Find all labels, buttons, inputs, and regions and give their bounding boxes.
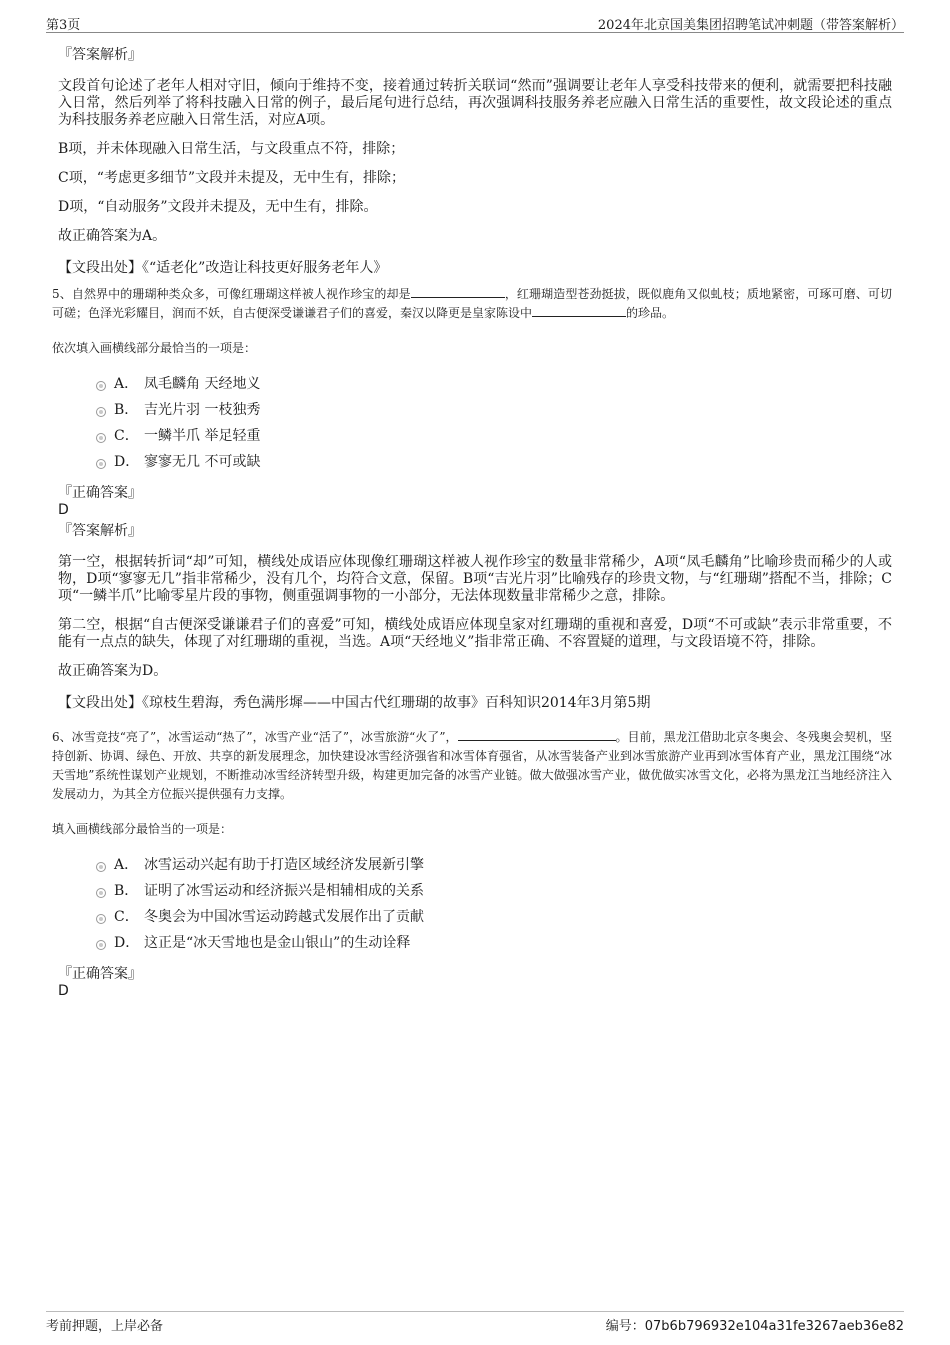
q5-source: 【文段出处】《琼枝生碧海，秀色满彤墀——中国古代红珊瑚的故事》百科知识2014年3月第5期 [58,695,651,711]
q6-option-a[interactable] [96,852,892,878]
q4-source: 【文段出处】《“适老化”改造让科技更好服务老年人》 [58,260,388,276]
q6-blank [458,728,616,741]
q5-option-d[interactable] [96,449,892,475]
q4-analysis-paragraph: B项，并未体现融入日常生活，与文段重点不符，排除； [58,141,405,157]
document-code-label: 编号： [605,1319,645,1334]
q5-stem-part: ，红珊瑚造型苍劲挺拔，既似鹿角又似虬枝；质地紧密，可琢可磨、可切可磋；色泽光彩耀目，润而不妖，自古便深受谦谦君子们的喜爱，秦汉以降更是皇家陈设中 [52,287,892,320]
q6-stem-part: 6、冰雪竞技“亮了”，冰雪运动“热了”，冰雪产业“活了”，冰雪旅游“火了”， [52,730,458,744]
q5-answer-tag: 『正确答案』 [58,485,142,501]
q6-prompt: 填入画横线部分最恰当的一项是： [52,822,233,836]
option-text: 寥寥无几 不可或缺 [144,454,261,470]
option-text: 证明了冰雪运动和经济振兴是相辅相成的关系 [144,883,424,899]
q4-analysis-tag: 『答案解析』 [58,47,142,63]
q6-stem [52,728,892,804]
option-letter: C． [114,909,139,925]
q4-analysis-paragraph: D项，“自动服务”文段并未提及，无中生有，排除。 [58,199,378,215]
q6-stem-part: 。目前，黑龙江借助北京冬奥会、冬残奥会契机，坚持创新、协调、绿色、开放、共享的新发展理念，加快建设冰雪经济强省和冰雪体育强省，从冰雪装备产业到冰雪旅游产业再到冰雪体育产业，黑龙江围绕“冰天雪地”系统性谋划产业规划，不断推动冰雪经济转型升级，构建更加完备的冰雪产业链。做大做强冰雪产业，做优做实冰雪文化，必将为黑龙江当地经济注入发展动力，为其全方位振兴提供强有力支撑。 [52,730,892,801]
q5-stem [52,285,892,323]
q5-options [96,371,892,475]
option-text: 冰雪运动兴起有助于打造区域经济发展新引擎 [144,857,424,873]
q5-option-a[interactable] [96,371,892,397]
option-text: 冬奥会为中国冰雪运动跨越式发展作出了贡献 [144,909,424,925]
q5-option-c[interactable] [96,423,892,449]
option-letter: D． [114,454,140,470]
page-header [46,12,904,33]
q5-option-b[interactable] [96,397,892,423]
option-letter: A． [114,857,139,873]
q5-prompt: 依次填入画横线部分最恰当的一项是： [52,341,257,355]
option-letter: D． [114,935,140,951]
radio-icon[interactable] [96,862,106,872]
q5-analysis-paragraph: 第一空，根据转折词“却”可知，横线处成语应体现像红珊瑚这样被人视作珍宝的数量非常稀少，A项“凤毛麟角”比喻珍贵而稀少的人或物，D项“寥寥无几”指非常稀少，没有几个，均符合文意，保留。B项“吉光片羽”比喻残存的珍贵文物，与“红珊瑚”搭配不当，排除；C项“一鳞半爪”比喻零星片段的事物，侧重强调事物的一小部分，无法体现数量非常稀少之意，排除。 [58,554,892,604]
option-text: 吉光片羽 一枝独秀 [144,402,261,418]
radio-icon[interactable] [96,940,106,950]
q6-answer: D [58,983,69,999]
page-content [52,46,892,1000]
q6-option-d[interactable] [96,930,892,956]
q5-stem-part: 5、自然界中的珊瑚种类众多，可像红珊瑚这样被人视作珍宝的却是 [52,287,411,301]
radio-icon[interactable] [96,914,106,924]
q5-analysis-tag: 『答案解析』 [58,523,142,539]
q4-analysis-paragraph: 故正确答案为A。 [58,228,167,244]
q6-option-c[interactable] [96,904,892,930]
page-number: 第3页 [46,18,81,33]
q5-blank-1 [411,285,505,298]
q4-analysis-paragraph: 文段首句论述了老年人相对守旧，倾向于维持不变，接着通过转折关联词“然而”强调要让老年人享受科技带来的便利，就需要把科技融入日常，然后列举了将科技融入日常的例子，最后尾句进行总结，再次强调科技服务养老应融入日常生活的重要性，故文段论述的重点为科技服务养老应融入日常生活，对应A项。 [58,78,892,128]
option-text: 一鳞半爪 举足轻重 [144,428,261,444]
radio-icon[interactable] [96,433,106,443]
footer-slogan: 考前押题，上岸必备 [46,1319,164,1334]
q5-stem-part: 的珍品。 [626,306,675,320]
radio-icon[interactable] [96,459,106,469]
radio-icon[interactable] [96,381,106,391]
option-letter: A． [114,376,139,392]
q5-answer: D [58,502,69,518]
option-letter: B． [114,402,139,418]
q6-answer-tag: 『正确答案』 [58,966,142,982]
option-letter: C． [114,428,139,444]
q5-blank-2 [532,304,626,317]
option-text: 这正是“冰天雪地也是金山银山”的生动诠释 [144,935,411,951]
document-title: 2024年北京国美集团招聘笔试冲刺题（带答案解析） [597,18,904,33]
document-code [606,1315,904,1334]
q5-analysis-paragraph: 故正确答案为D。 [58,663,168,679]
q6-options [96,852,892,956]
radio-icon[interactable] [96,888,106,898]
option-text: 凤毛麟角 天经地义 [144,376,261,392]
option-letter: B． [114,883,139,899]
radio-icon[interactable] [96,407,106,417]
q6-option-b[interactable] [96,878,892,904]
q5-analysis-paragraph: 第二空，根据“自古便深受谦谦君子们的喜爱”可知，横线处成语应体现皇家对红珊瑚的重视和喜爱，D项“不可或缺”表示非常重要，不能有一点点的缺失，体现了对红珊瑚的重视，当选。A项“天经地义”指非常正确、不容置疑的道理，与文段语境不符，排除。 [58,617,892,650]
page-footer [46,1311,904,1334]
q4-analysis-paragraph: C项，“考虑更多细节”文段并未提及，无中生有，排除； [58,170,406,186]
document-code-value: 07b6b796932e104a31fe3267aeb36e82 [644,1319,904,1334]
